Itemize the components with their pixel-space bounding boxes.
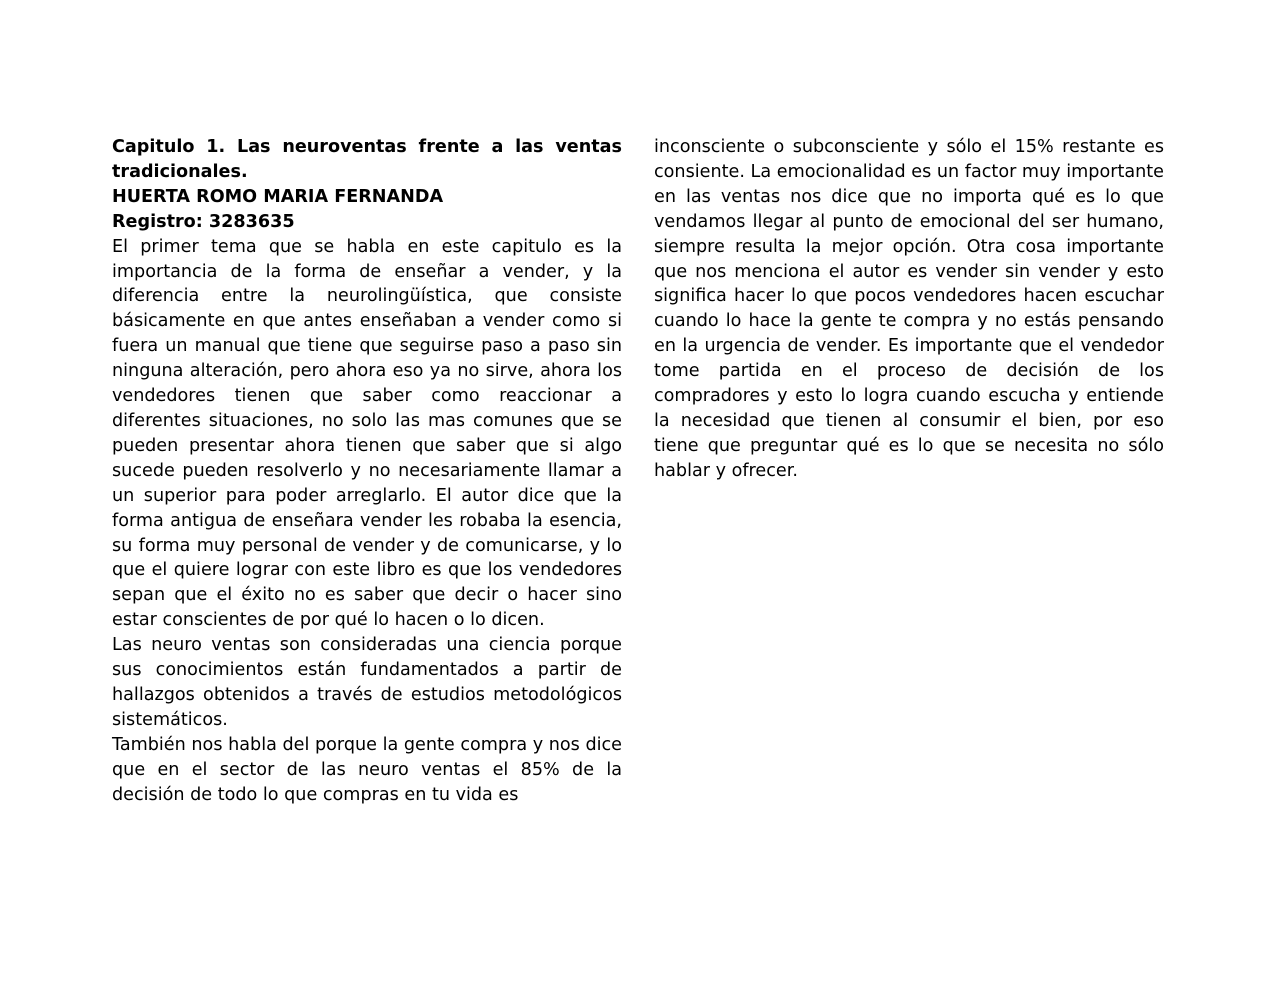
paragraph-science: Las neuro ventas son consideradas una ciencia porque sus conocimientos están fundamentados a partir de hallazgos obtenidos a través de estudios metodológicos sistemáticos. — [112, 635, 622, 730]
right-column — [654, 135, 1164, 484]
registro-number: Registro: 3283635 — [112, 211, 295, 232]
author-name: HUERTA ROMO MARIA FERNANDA — [112, 186, 444, 207]
chapter-title: Capitulo 1. Las neuroventas frente a las ventas tradicionales. — [112, 137, 622, 182]
paragraph-why-buy: También nos habla del porque la gente compra y nos dice que en el sector de las neuro ventas el 85% de la decisión de todo lo que compras en tu vida es — [112, 734, 622, 805]
paragraph-intro: El primer tema que se habla en este capitulo es la importancia de la forma de enseñar a vender, y la diferencia entre la neurolingüística, que consiste básicamente en que antes enseñaban a vender como si fuera un manual que tiene que seguirse paso a paso sin ninguna alteración, pero ahora eso ya no sirve, ahora los vendedores tienen que saber como reaccionar a diferentes situaciones, no solo las mas comunes que se pueden presentar ahora tienen que saber que si algo sucede pueden resolverlo y no necesariamente llamar a un superior para poder arreglarlo. El autor dice que la forma antigua de enseñara vender les robaba la esencia, su forma muy personal de vender y de comunicarse, y lo que el quiere lograr con este libro es que los vendedores sepan que el éxito no es saber que decir o hacer sino estar conscientes de por qué lo hacen o lo dicen. — [112, 236, 622, 631]
left-column — [112, 135, 622, 807]
paragraph-continuation: inconsciente o subconsciente y sólo el 15% restante es consiente. La emocionalidad es un factor muy importante en las ventas nos dice que no importa qué es lo que vendamos llegar al punto de emocional del ser humano, siempre resulta la mejor opción. Otra cosa importante que nos menciona el autor es vender sin vender y esto significa hacer lo que pocos vendedores hacen escuchar cuando lo hace la gente te compra y no estás pensando en la urgencia de vender. Es importante que el vendedor tome partida en el proceso de decisión de los compradores y esto lo logra cuando escucha y entiende la necesidad que tienen al consumir el bien, por eso tiene que preguntar qué es lo que se necesita no sólo hablar y ofrecer. — [654, 137, 1164, 481]
